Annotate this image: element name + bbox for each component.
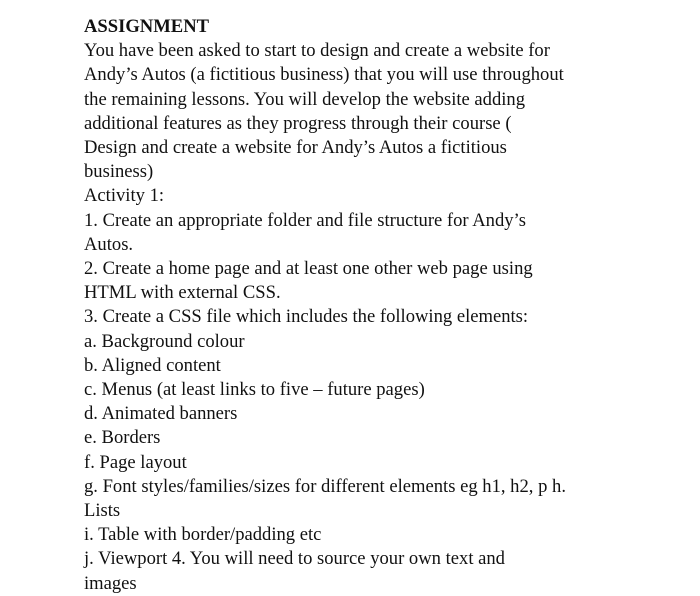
intro-line: Design and create a website for Andy’s Autos a fictitious [84, 137, 507, 159]
intro-line: the remaining lessons. You will develop the website adding [84, 88, 526, 110]
assignment-document [84, 15, 684, 596]
intro-line: Andy’s Autos (a fictitious business) that you will use throughout [84, 64, 564, 86]
list-item: a. Background colour [84, 330, 245, 352]
list-item: f. Page layout [84, 451, 187, 473]
list-item: Autos. [84, 233, 134, 255]
activity-heading: Activity 1: [84, 185, 165, 207]
list-item: HTML with external CSS. [84, 282, 281, 304]
list-item: i. Table with border/padding etc [84, 524, 322, 546]
list-item: images [84, 572, 137, 594]
list-item: b. Aligned content [84, 354, 221, 376]
intro-line: additional features as they progress through their course ( [84, 112, 512, 134]
list-item: Lists [84, 500, 121, 522]
list-item: 1. Create an appropriate folder and file structure for Andy’s [84, 209, 526, 231]
list-item: g. Font styles/families/sizes for different elements eg h1, h2, p h. [84, 475, 566, 497]
activity-list [84, 209, 684, 596]
list-item: d. Animated banners [84, 403, 238, 425]
list-item: 3. Create a CSS file which includes the following elements: [84, 306, 529, 328]
intro-line: You have been asked to start to design and create a website for [84, 40, 550, 62]
list-item: 2. Create a home page and at least one other web page using [84, 258, 533, 280]
document-title: ASSIGNMENT [84, 16, 210, 37]
list-item: j. Viewport 4. You will need to source your own text and [84, 548, 505, 570]
intro-paragraph [84, 39, 684, 184]
list-item: c. Menus (at least links to five – future pages) [84, 379, 425, 401]
list-item: e. Borders [84, 427, 161, 449]
intro-line: business) [84, 161, 154, 183]
